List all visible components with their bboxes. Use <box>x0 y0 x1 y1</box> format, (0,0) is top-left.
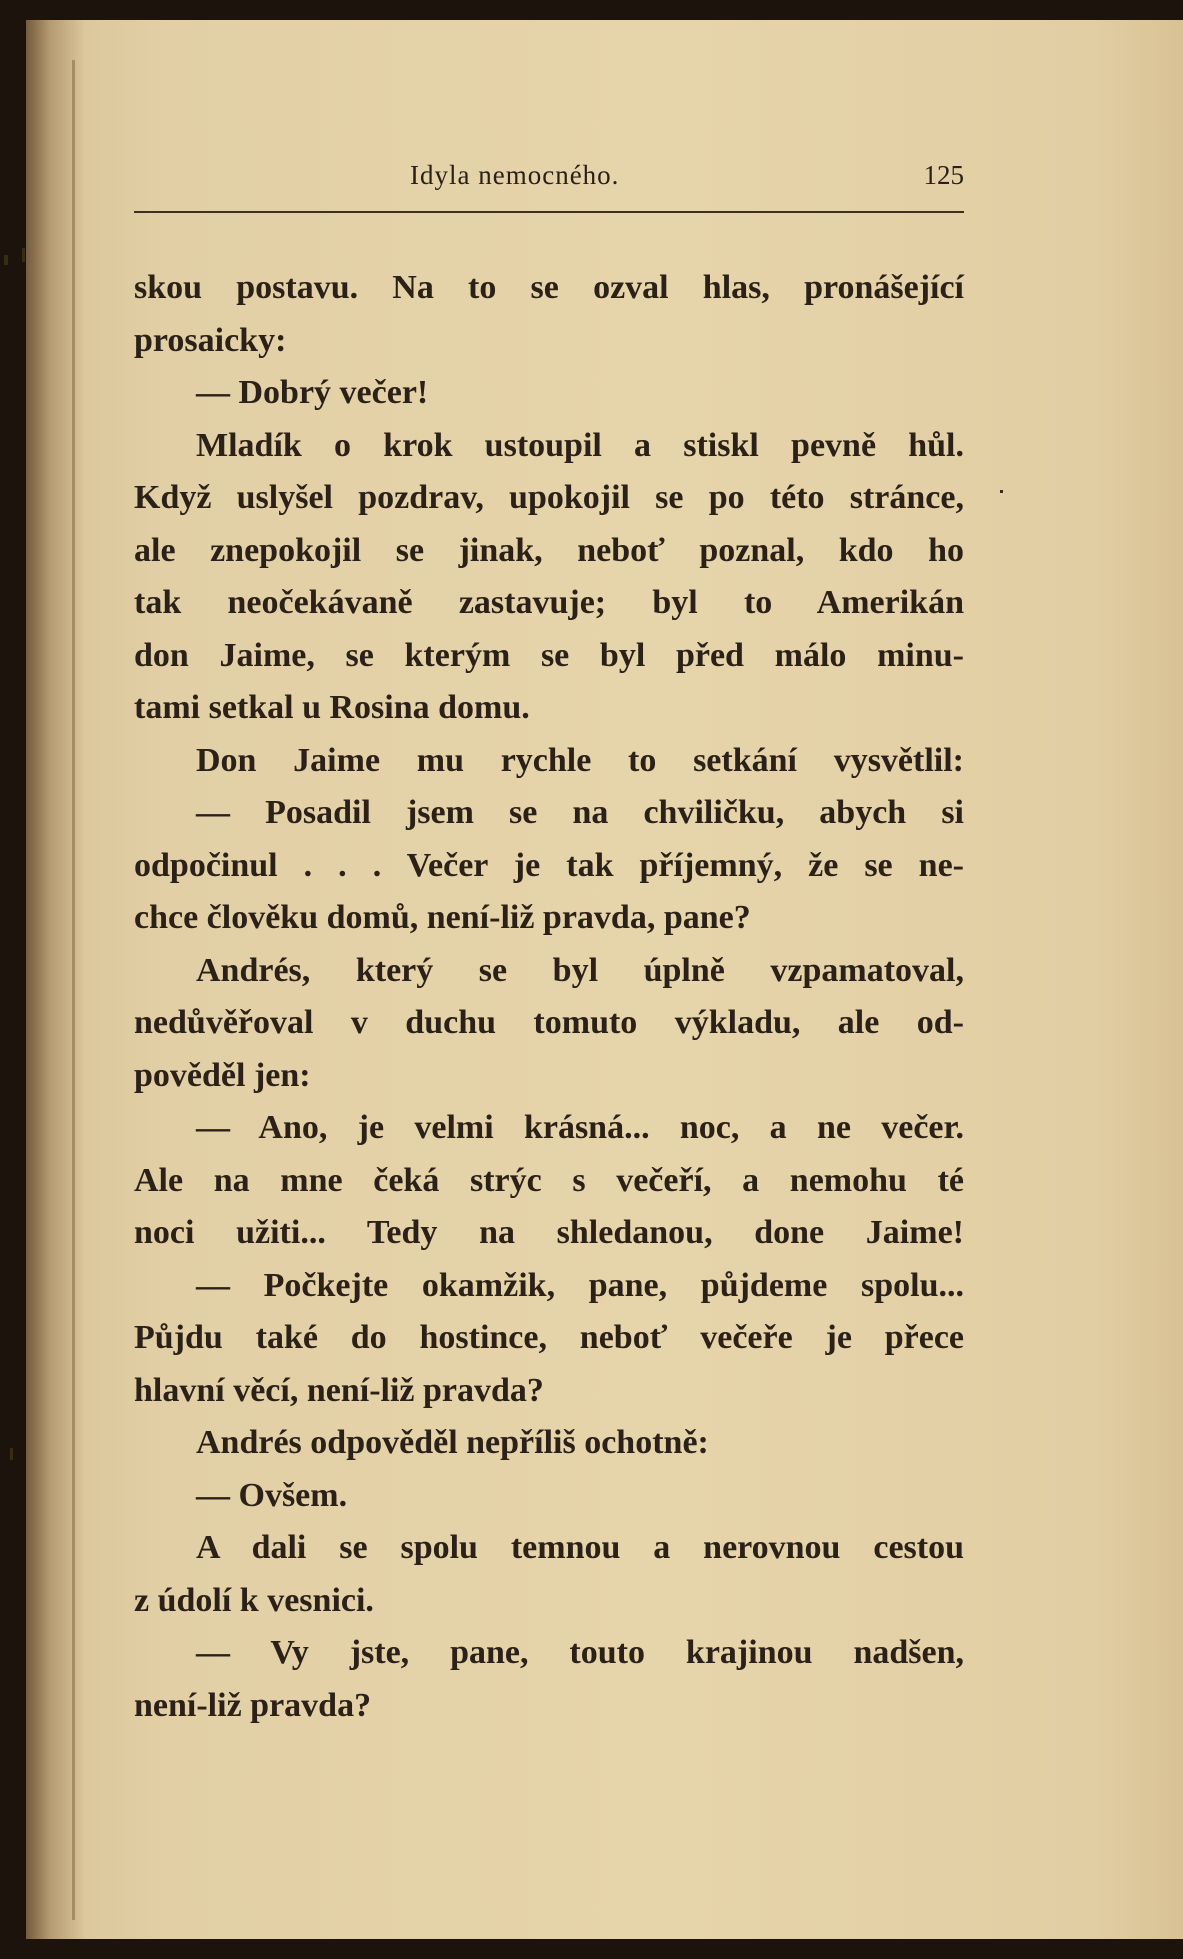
text-line: prosaicky: <box>134 321 287 359</box>
text-line: — Posadil jsem se na chviličku, abych si <box>196 794 964 831</box>
text-line: pověděl jen: <box>134 1056 311 1094</box>
text-line: — Ovšem. <box>196 1476 348 1514</box>
text-line: Půjdu také do hostince, neboť večeře je přece <box>134 1319 964 1356</box>
text-line: tak neočekávaně zastavuje; byl to Amerikán <box>134 584 964 621</box>
text-line: odpočinul . . . Večer je tak příjemný, že se ne- <box>134 846 964 884</box>
text-line: — Vy jste, pane, touto krajinou nadšen, <box>196 1634 964 1671</box>
text-line: tami setkal u Rosina domu. <box>134 689 530 726</box>
text-line: z údolí k vesnici. <box>134 1581 374 1619</box>
text-line: Mladík o krok ustoupil a stiskl pevně hůl. <box>196 426 964 464</box>
body-text <box>134 262 964 1732</box>
text-line: není-liž pravda? <box>134 1686 372 1724</box>
text-line: — Dobrý večer! <box>196 374 429 411</box>
text-line: — Ano, je velmi krásná... noc, a ne večer. <box>196 1109 964 1146</box>
text-line: — Počkejte okamžik, pane, půjdeme spolu... <box>196 1266 964 1304</box>
text-line: hlavní věcí, není-liž pravda? <box>134 1371 544 1409</box>
text-line: Andrés odpověděl nepříliš ochotně: <box>196 1424 709 1461</box>
page-number: 125 <box>923 160 964 190</box>
running-title: Idyla nemocného. <box>410 160 620 190</box>
binding-gutter-shadow <box>26 20 86 1939</box>
text-line: noci užiti... Tedy na shledanou, done Jaime! <box>134 1214 964 1251</box>
text-line: Andrés, který se byl úplně vzpamatoval, <box>196 951 964 989</box>
margin-speck <box>1000 490 1003 493</box>
margin-speck <box>22 248 25 262</box>
margin-speck <box>10 1448 13 1460</box>
text-line: don Jaime, se kterým se byl před málo minu- <box>134 636 964 674</box>
header-rule <box>134 211 964 213</box>
running-head <box>134 160 964 206</box>
binding-crease <box>72 60 75 1920</box>
margin-speck <box>4 255 8 265</box>
text-line: nedůvěřoval v duchu tomuto výkladu, ale od- <box>134 1004 964 1041</box>
text-line: Don Jaime mu rychle to setkání vysvětlil: <box>196 741 964 779</box>
text-line: Ale na mne čeká strýc s večeří, a nemohu té <box>134 1161 964 1199</box>
text-line: ale znepokojil se jinak, neboť poznal, kdo ho <box>134 531 964 569</box>
text-line: skou postavu. Na to se ozval hlas, pronášející <box>134 269 964 306</box>
text-line: Když uslyšel pozdrav, upokojil se po této stránce, <box>134 479 964 516</box>
text-line: chce člověku domů, není-liž pravda, pane? <box>134 899 751 936</box>
text-line: A dali se spolu temnou a nerovnou cestou <box>196 1529 964 1566</box>
